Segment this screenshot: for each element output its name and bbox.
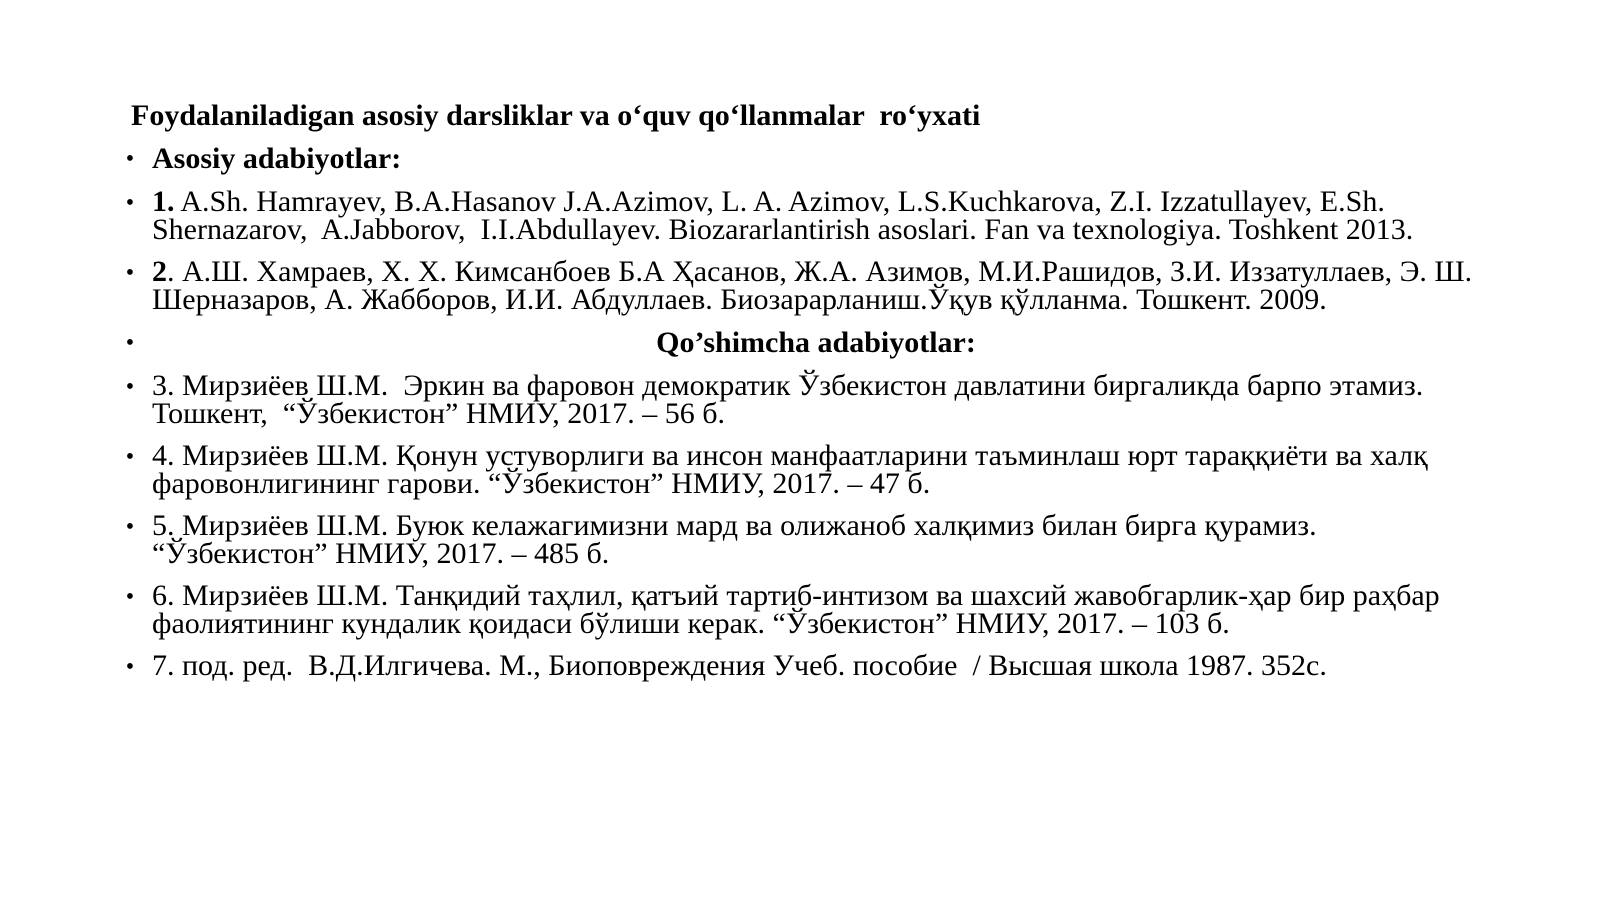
list-item xyxy=(120,509,1480,570)
bullet-icon: • xyxy=(125,146,135,172)
bullet-icon: • xyxy=(125,444,135,470)
bullet-icon: • xyxy=(125,190,135,216)
list-item xyxy=(120,649,1480,682)
item-text: 5. Мирзиёев Ш.М. Буюк келажагимизни мард ва олижаноб халқимиз билан бирга қурамиз. “Ўзбекистон” НМИУ, 2017. – 485 б. xyxy=(152,509,1325,570)
list-item-additional-heading xyxy=(120,328,1480,358)
list-item xyxy=(120,255,1480,316)
list-item xyxy=(120,369,1480,430)
item-text: 7. под. ред. В.Д.Илгичева. М., Биоповреждения Учеб. пособие / Высшая школа 1987. 352с. xyxy=(152,649,1327,682)
item-text: 6. Мирзиёев Ш.М. Танқидий таҳлил, қатъий тартиб-интизом ва шахсий жавобгарлик-ҳар бир раҳбар фаолиятининг кундалик қоидаси бўлиши керак. “Ўзбекистон” НМИУ, 2017. – 103 б. xyxy=(152,579,1448,640)
bullet-icon: • xyxy=(125,514,135,540)
page-title: Foydalaniladigan asosiy darsliklar va oʻquv qoʻllanmalar roʻyxati xyxy=(131,99,981,132)
item-text: 3. Мирзиёев Ш.М. Эркин ва фаровон демократик Ўзбекистон давлатини биргаликда барпо этамиз. Тошкент, “Ўзбекистон” НМИУ, 2017. – 56 б. xyxy=(152,369,1431,430)
list-item xyxy=(120,439,1480,500)
list-item-main-heading xyxy=(120,144,1480,174)
main-literature-heading: Asosiy adabiyotlar: xyxy=(152,142,402,175)
bullet-icon: • xyxy=(125,654,135,680)
item-number: 2 xyxy=(152,255,167,288)
bullet-icon: • xyxy=(125,260,135,286)
bibliography-list xyxy=(120,144,1480,694)
bullet-icon: • xyxy=(125,374,135,400)
list-item xyxy=(120,185,1480,246)
additional-literature-heading: Qo’shimcha adabiyotlar: xyxy=(656,326,976,359)
bullet-icon: • xyxy=(125,330,135,356)
item-text: A.Sh. Hamrayev, B.A.Hasanov J.A.Azimov, L. A. Azimov, L.S.Kuchkarova, Z.I. Izzatullayev, E.Sh. Shernazarov, A.Jabborov, I.I.Abdullayev. Biozararlantirish asoslari. Fan va texnologiya. Toshkent 2013. xyxy=(152,185,1414,246)
list-item xyxy=(120,579,1480,640)
item-text: 4. Мирзиёев Ш.М. Қонун устуворлиги ва инсон манфаатларини таъминлаш юрт тараққиёти ва халқ фаровонлигининг гарови. “Ўзбекистон” НМИУ, 2017. – 47 б. xyxy=(152,439,1436,500)
bullet-icon: • xyxy=(125,584,135,610)
item-number: 1. xyxy=(152,185,175,218)
item-text: . А.Ш. Хамраев, Х. Х. Кимсанбоев Б.А Ҳасанов, Ж.А. Азимов, М.И.Рашидов, З.И. Иззатуллаев, Э. Ш. Шерназаров, А. Жабборов, И.И. Абдуллаев. Биозарарланиш.Ўқув қўлланма. Тошкент. 2009. xyxy=(152,255,1480,316)
